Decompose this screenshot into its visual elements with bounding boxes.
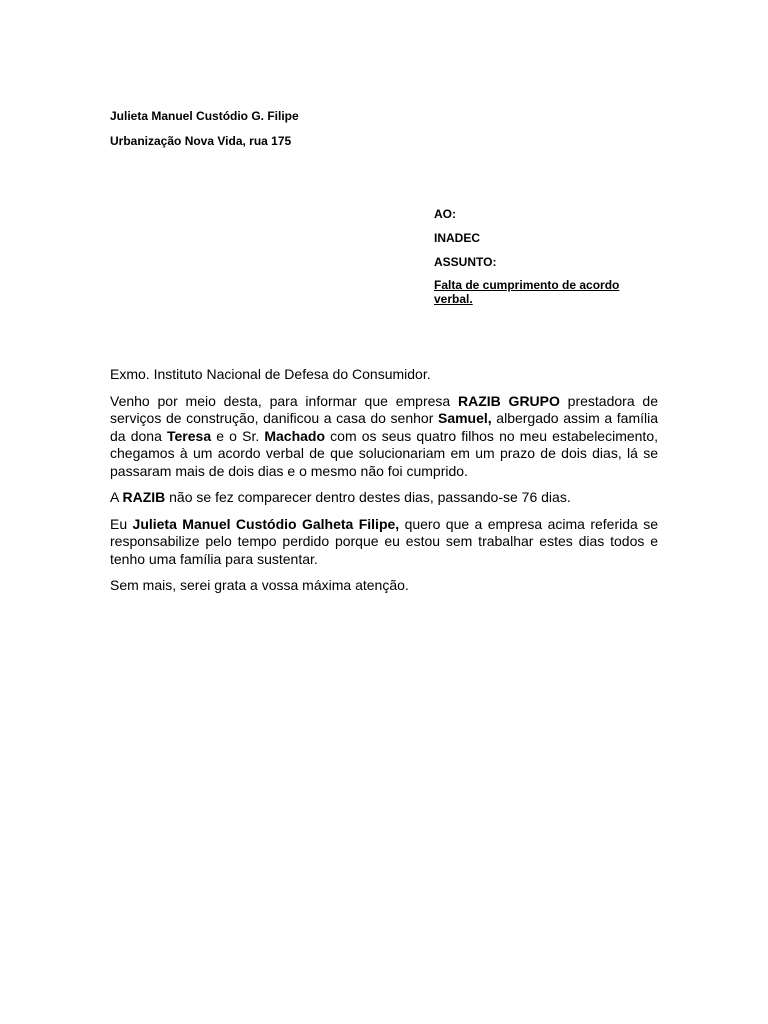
sender-name: Julieta Manuel Custódio G. Filipe xyxy=(110,109,299,123)
p3-text-1: Eu xyxy=(110,515,133,532)
recipient-block xyxy=(434,206,644,306)
p1-bold-teresa: Teresa xyxy=(167,427,212,444)
subject-label: ASSUNTO: xyxy=(434,255,497,269)
to-label: AO: xyxy=(434,207,456,221)
p2-text-2: não se fez comparecer dentro destes dias, passando-se 76 dias. xyxy=(165,489,571,505)
p1-bold-machado: Machado xyxy=(264,427,326,444)
p2-text-1: A xyxy=(110,489,123,505)
p3-bold-name: Julieta Manuel Custódio Galheta Filipe, xyxy=(132,515,400,532)
recipient-name: INADEC xyxy=(434,231,481,245)
p1-bold-samuel: Samuel, xyxy=(437,410,492,426)
subject-text: Falta de cumprimento de acordo verbal. xyxy=(434,278,620,306)
paragraph-2 xyxy=(110,489,658,507)
p3-text-2: quero que a empresa acima referida se responsabilize pelo tempo perdido porque eu estou sem trabalhar estes dias todos e tenho uma família para sustentar. xyxy=(110,515,659,567)
p1-text-3: albergado assim a família da dona xyxy=(110,410,658,444)
paragraph-3 xyxy=(110,516,658,569)
p1-text-5: com os seus quatro filhos no meu estabelecimento, chegamos à um acordo verbal de que solucionariam em um prazo de dois dias, lá se passaram mais de dois dias e o mesmo não foi cumprido. xyxy=(110,427,658,479)
salutation: Exmo. Instituto Nacional de Defesa do Consumidor. xyxy=(110,366,431,382)
p1-text-2: prestadora de serviços de construção, danificou a casa do senhor xyxy=(110,392,658,426)
p1-text-1: Venho por meio desta, para informar que empresa xyxy=(110,392,458,409)
letter-body xyxy=(110,366,658,604)
closing: Sem mais, serei grata a vossa máxima atenção. xyxy=(110,577,409,593)
paragraph-1 xyxy=(110,393,658,481)
p2-bold-razib: RAZIB xyxy=(122,489,166,505)
sender-address: Urbanização Nova Vida, rua 175 xyxy=(110,134,292,148)
p1-bold-company: RAZIB GRUPO xyxy=(457,392,560,409)
sender-block xyxy=(110,108,299,158)
p1-text-4: e o Sr. xyxy=(211,427,265,444)
